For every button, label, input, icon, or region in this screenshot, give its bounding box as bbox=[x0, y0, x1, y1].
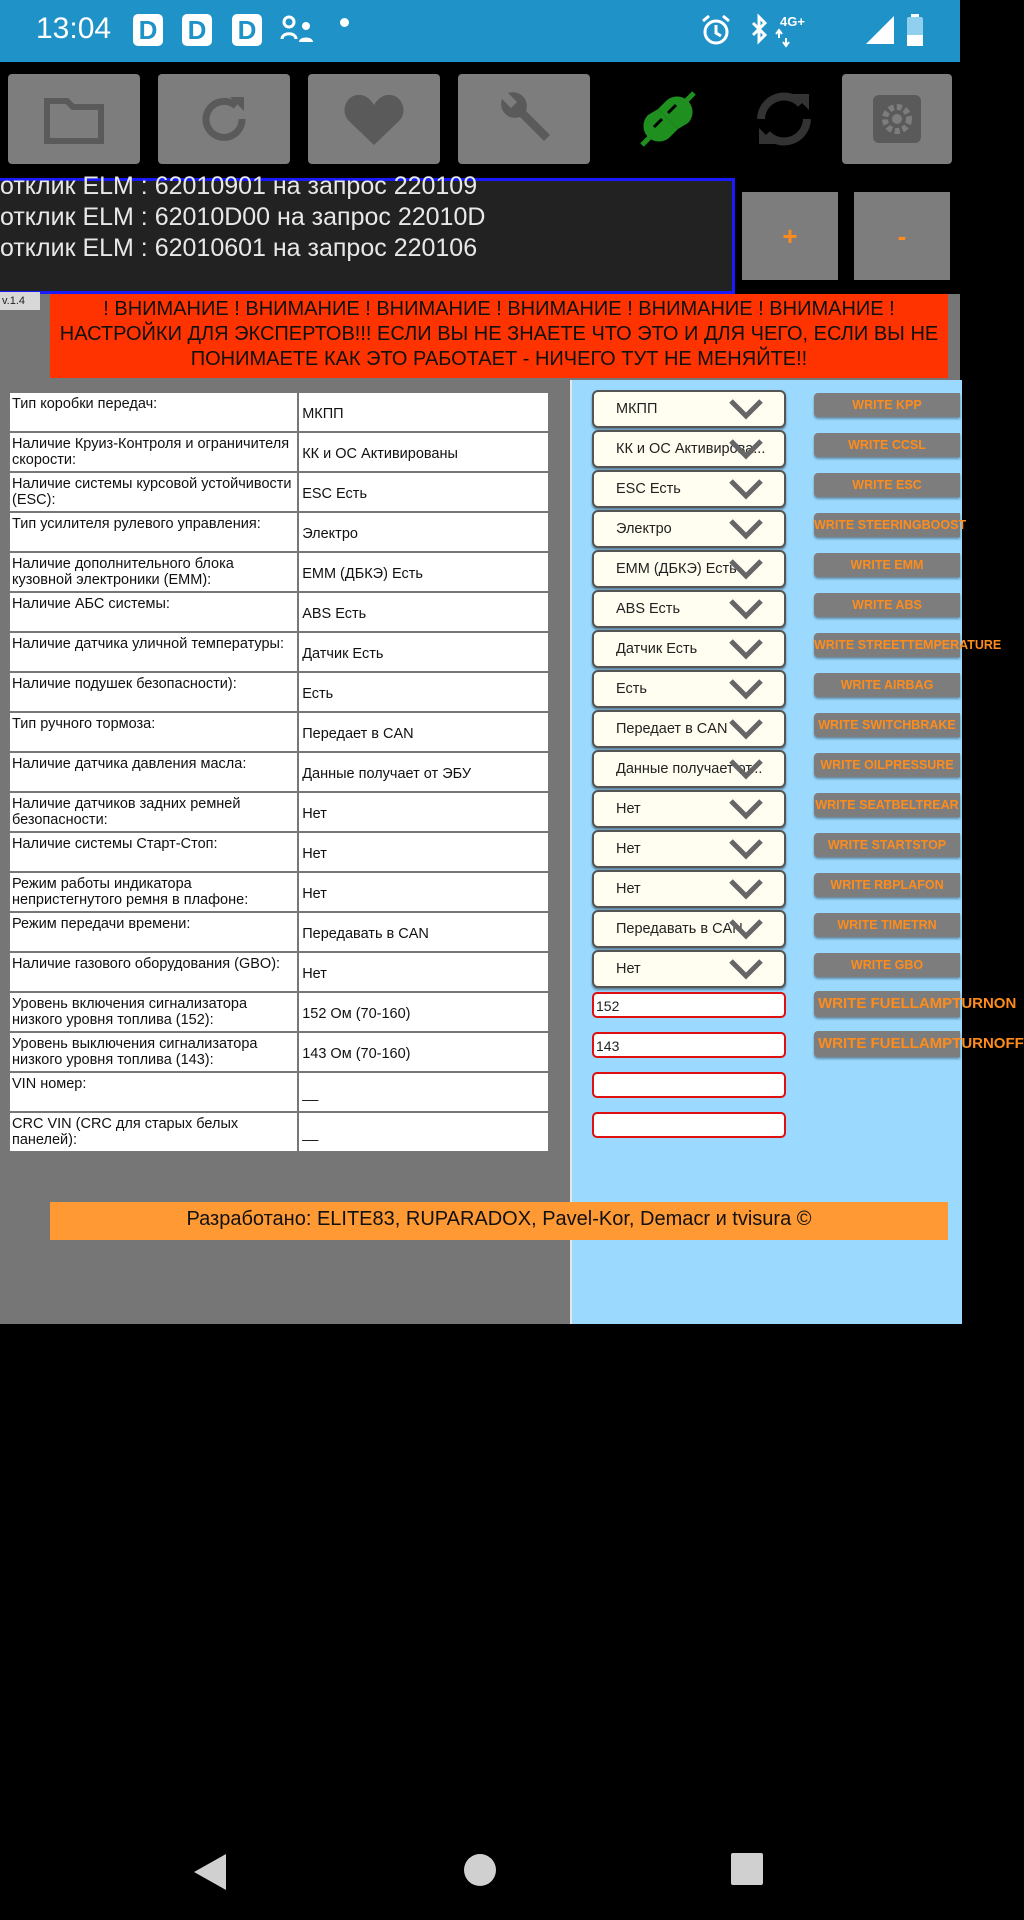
sync-icon bbox=[749, 84, 819, 154]
setting-label: Режим передачи времени: bbox=[9, 912, 298, 952]
setting-value: КК и ОС Активированы bbox=[298, 432, 549, 472]
chevron-down-icon bbox=[728, 717, 764, 741]
zoom-in-button[interactable]: + bbox=[742, 192, 838, 280]
setting-label: Наличие дополнительного блока кузовной электроники (ЕММ): bbox=[9, 552, 298, 592]
select-value: Электро bbox=[616, 521, 672, 537]
chevron-down-icon bbox=[728, 437, 764, 461]
chevron-down-icon bbox=[728, 837, 764, 861]
notification-d-icon: D bbox=[182, 14, 212, 46]
steering-select[interactable] bbox=[592, 510, 786, 548]
chevron-down-icon bbox=[728, 877, 764, 901]
setting-label: Наличие системы курсовой устойчивости (ESC): bbox=[9, 472, 298, 512]
start-stop-select[interactable] bbox=[592, 830, 786, 868]
chevron-down-icon bbox=[728, 517, 764, 541]
write-timetrn-button[interactable]: WRITE TIMETRN bbox=[814, 913, 960, 937]
esc-select[interactable] bbox=[592, 470, 786, 508]
credits-banner: Разработано: ELITE83, RUPARADOX, Pavel-Kor, Demacr и tvisura © bbox=[50, 1202, 948, 1240]
chevron-down-icon bbox=[728, 677, 764, 701]
table-row bbox=[9, 552, 549, 592]
network-type: 4G+ bbox=[780, 14, 805, 29]
select-value: Есть bbox=[616, 681, 647, 697]
gbo-select[interactable] bbox=[592, 950, 786, 988]
setting-label: Уровень включения сигнализатора низкого уровня топлива (152): bbox=[9, 992, 298, 1032]
setting-value: МКПП bbox=[298, 392, 549, 432]
time-trn-select[interactable] bbox=[592, 910, 786, 948]
log-line: отклик ELM : 62010901 на запрос 220109 bbox=[0, 172, 478, 200]
select-value: МКПП bbox=[616, 401, 658, 417]
refresh-icon bbox=[194, 89, 254, 149]
table-row bbox=[9, 392, 549, 432]
write-gbo-button[interactable]: WRITE GBO bbox=[814, 953, 960, 977]
write-oilpressure-button[interactable]: WRITE OILPRESSURE bbox=[814, 753, 960, 777]
people-icon bbox=[280, 13, 316, 47]
select-value: Передавать в CAN bbox=[616, 921, 743, 937]
chevron-down-icon bbox=[728, 917, 764, 941]
select-value: ESC Есть bbox=[616, 481, 681, 497]
refresh-button[interactable] bbox=[158, 74, 290, 164]
setting-value: Передавать в CAN bbox=[298, 912, 549, 952]
table-row bbox=[9, 632, 549, 672]
home-icon[interactable] bbox=[462, 1852, 498, 1888]
settings-table bbox=[8, 391, 550, 1153]
setting-value: Нет bbox=[298, 872, 549, 912]
dot-icon bbox=[340, 18, 349, 27]
table-row bbox=[9, 912, 549, 952]
zoom-out-button[interactable]: - bbox=[854, 192, 950, 280]
setting-label: Наличие датчика давления масла: bbox=[9, 752, 298, 792]
setting-value: ESC Есть bbox=[298, 472, 549, 512]
table-row bbox=[9, 1112, 549, 1152]
select-value: Датчик Есть bbox=[616, 641, 698, 657]
chevron-down-icon bbox=[728, 557, 764, 581]
setting-label: Уровень выключения сигнализатора низкого уровня топлива (143): bbox=[9, 1032, 298, 1072]
chevron-down-icon bbox=[728, 957, 764, 981]
setting-label: Наличие системы Старт-Стоп: bbox=[9, 832, 298, 872]
table-row bbox=[9, 1032, 549, 1072]
chevron-down-icon bbox=[728, 637, 764, 661]
bluetooth-icon bbox=[748, 13, 772, 47]
table-row bbox=[9, 672, 549, 712]
oil-pressure-select[interactable] bbox=[592, 750, 786, 788]
table-row bbox=[9, 712, 549, 752]
table-row bbox=[9, 952, 549, 992]
toolbar bbox=[0, 62, 960, 174]
write-abs-button[interactable]: WRITE ABS bbox=[814, 593, 960, 617]
table-row bbox=[9, 512, 549, 552]
seatbelt-rear-select[interactable] bbox=[592, 790, 786, 828]
table-row bbox=[9, 592, 549, 632]
setting-label: Тип ручного тормоза: bbox=[9, 712, 298, 752]
table-row bbox=[9, 752, 549, 792]
select-value: Нет bbox=[616, 961, 641, 977]
select-value: ЕММ (ДБКЭ) Есть bbox=[616, 561, 737, 577]
setting-label: Тип усилителя рулевого управления: bbox=[9, 512, 298, 552]
wrench-icon bbox=[492, 87, 556, 151]
table-row bbox=[9, 872, 549, 912]
write-startstop-button[interactable]: WRITE STARTSTOP bbox=[814, 833, 960, 857]
favorites-button[interactable] bbox=[308, 74, 440, 164]
open-file-button[interactable] bbox=[8, 74, 140, 164]
setting-label: Наличие газового оборудования (GBO): bbox=[9, 952, 298, 992]
table-row bbox=[9, 472, 549, 512]
write-airbag-button[interactable]: WRITE AIRBAG bbox=[814, 673, 960, 697]
street-temp-select[interactable] bbox=[592, 630, 786, 668]
select-value: КК и ОС Активирова... bbox=[616, 441, 766, 457]
select-value: Данные получает от... bbox=[616, 761, 763, 777]
setting-value: __ bbox=[298, 1112, 549, 1152]
crc-vin-input[interactable] bbox=[592, 1112, 786, 1138]
settings-button[interactable] bbox=[842, 74, 952, 164]
alarm-icon bbox=[700, 13, 732, 47]
notification-d-icon: D bbox=[232, 14, 262, 46]
setting-value: ЕММ (ДБКЭ) Есть bbox=[298, 552, 549, 592]
write-ccsl-button[interactable]: WRITE CCSL bbox=[814, 433, 960, 457]
write-esc-button[interactable]: WRITE ESC bbox=[814, 473, 960, 497]
warning-line: НАСТРОЙКИ ДЛЯ ЭКСПЕРТОВ!!! ЕСЛИ ВЫ НЕ ЗНАЕТЕ ЧТО ЭТО И ДЛЯ ЧЕГО, ЕСЛИ ВЫ НЕ bbox=[59, 323, 939, 345]
setting-value: __ bbox=[298, 1072, 549, 1112]
setting-value: Нет bbox=[298, 792, 549, 832]
version-label: v.1.4 bbox=[0, 292, 40, 310]
setting-value: Данные получает от ЭБУ bbox=[298, 752, 549, 792]
airbag-select[interactable] bbox=[592, 670, 786, 708]
plug-icon bbox=[638, 89, 698, 149]
setting-value: Нет bbox=[298, 952, 549, 992]
clock: 13:04 bbox=[36, 12, 112, 45]
setting-value: 143 Ом (70-160) bbox=[298, 1032, 549, 1072]
setting-label: Наличие датчика уличной температуры: bbox=[9, 632, 298, 672]
write-rbplafon-button[interactable]: WRITE RBPLAFON bbox=[814, 873, 960, 897]
vin-input[interactable] bbox=[592, 1072, 786, 1098]
recents-icon[interactable] bbox=[730, 1852, 764, 1886]
setting-value: Передает в CAN bbox=[298, 712, 549, 752]
emm-select[interactable] bbox=[592, 550, 786, 588]
setting-label: Тип коробки передач: bbox=[9, 392, 298, 432]
write-streettemperature-button[interactable]: WRITE STREETTEMPERATURE bbox=[814, 633, 960, 657]
table-row bbox=[9, 832, 549, 872]
elm-log[interactable] bbox=[0, 172, 735, 294]
setting-label: VIN номер: bbox=[9, 1072, 298, 1112]
setting-label: Наличие подушек безопасности): bbox=[9, 672, 298, 712]
write-switchbrake-button[interactable]: WRITE SWITCHBRAKE bbox=[814, 713, 960, 737]
write-seatbeltrear-button[interactable]: WRITE SEATBELTREAR bbox=[814, 793, 960, 817]
chevron-down-icon bbox=[728, 397, 764, 421]
data-arrows-icon bbox=[776, 28, 790, 48]
brake-select[interactable] bbox=[592, 710, 786, 748]
setting-label: Наличие АБС системы: bbox=[9, 592, 298, 632]
select-value: Нет bbox=[616, 881, 641, 897]
setting-label: Наличие Круиз-Контроля и ограничителя скорости: bbox=[9, 432, 298, 472]
signal-icon bbox=[866, 13, 896, 47]
fuel-lamp-on-input[interactable]: 152 bbox=[592, 992, 786, 1018]
setting-value: Электро bbox=[298, 512, 549, 552]
fuel-lamp-off-input[interactable]: 143 bbox=[592, 1032, 786, 1058]
sync-button[interactable] bbox=[718, 74, 850, 164]
chevron-down-icon bbox=[728, 477, 764, 501]
warning-banner bbox=[50, 294, 948, 378]
tools-button[interactable] bbox=[458, 74, 590, 164]
setting-value: ABS Есть bbox=[298, 592, 549, 632]
rb-plafon-select[interactable] bbox=[592, 870, 786, 908]
notification-d-icon: D bbox=[133, 14, 163, 46]
setting-value: Датчик Есть bbox=[298, 632, 549, 672]
navigation-bar bbox=[0, 1820, 960, 1920]
table-row bbox=[9, 1072, 549, 1112]
log-line: отклик ELM : 62010D00 на запрос 22010D bbox=[0, 203, 486, 231]
warning-line: ПОНИМАЕТЕ КАК ЭТО РАБОТАЕТ - НИЧЕГО ТУТ НЕ МЕНЯЙТЕ!! bbox=[190, 348, 808, 370]
kpp-select[interactable] bbox=[592, 390, 786, 428]
table-row bbox=[9, 792, 549, 832]
setting-value: 152 Ом (70-160) bbox=[298, 992, 549, 1032]
table-row bbox=[9, 992, 549, 1032]
write-emm-button[interactable]: WRITE EMM bbox=[814, 553, 960, 577]
write-fuellampturnon-button[interactable]: WRITE FUELLAMPTURNON bbox=[814, 991, 960, 1017]
setting-label: Наличие датчиков задних ремней безопасности: bbox=[9, 792, 298, 832]
connect-button[interactable] bbox=[602, 74, 734, 164]
ccsl-select[interactable] bbox=[592, 430, 786, 468]
select-value: Нет bbox=[616, 841, 641, 857]
battery-icon bbox=[906, 13, 924, 47]
write-steeringboost-button[interactable]: WRITE STEERINGBOOST bbox=[814, 513, 960, 537]
status-bar bbox=[0, 0, 960, 62]
folder-icon bbox=[43, 93, 105, 145]
write-fuellampturnoff-button[interactable]: WRITE FUELLAMPTURNOFF bbox=[814, 1031, 960, 1057]
select-value: Нет bbox=[616, 801, 641, 817]
select-value: ABS Есть bbox=[616, 601, 680, 617]
setting-label: Режим работы индикатора непристегнутого ремня в плафоне: bbox=[9, 872, 298, 912]
abs-select[interactable] bbox=[592, 590, 786, 628]
setting-label: CRC VIN (CRC для старых белых панелей): bbox=[9, 1112, 298, 1152]
back-icon[interactable] bbox=[192, 1852, 228, 1892]
setting-value: Есть bbox=[298, 672, 549, 712]
chevron-down-icon bbox=[728, 597, 764, 621]
chevron-down-icon bbox=[728, 757, 764, 781]
chevron-down-icon bbox=[728, 797, 764, 821]
log-line: отклик ELM : 62010601 на запрос 220106 bbox=[0, 234, 478, 262]
select-value: Передает в CAN bbox=[616, 721, 728, 737]
table-row bbox=[9, 432, 549, 472]
heart-icon bbox=[343, 91, 405, 147]
warning-line: ! ВНИМАНИЕ ! ВНИМАНИЕ ! ВНИМАНИЕ ! ВНИМАНИЕ ! ВНИМАНИЕ ! ВНИМАНИЕ ! bbox=[103, 298, 895, 320]
gear-icon bbox=[869, 91, 925, 147]
setting-value: Нет bbox=[298, 832, 549, 872]
write-kpp-button[interactable]: WRITE KPP bbox=[814, 393, 960, 417]
